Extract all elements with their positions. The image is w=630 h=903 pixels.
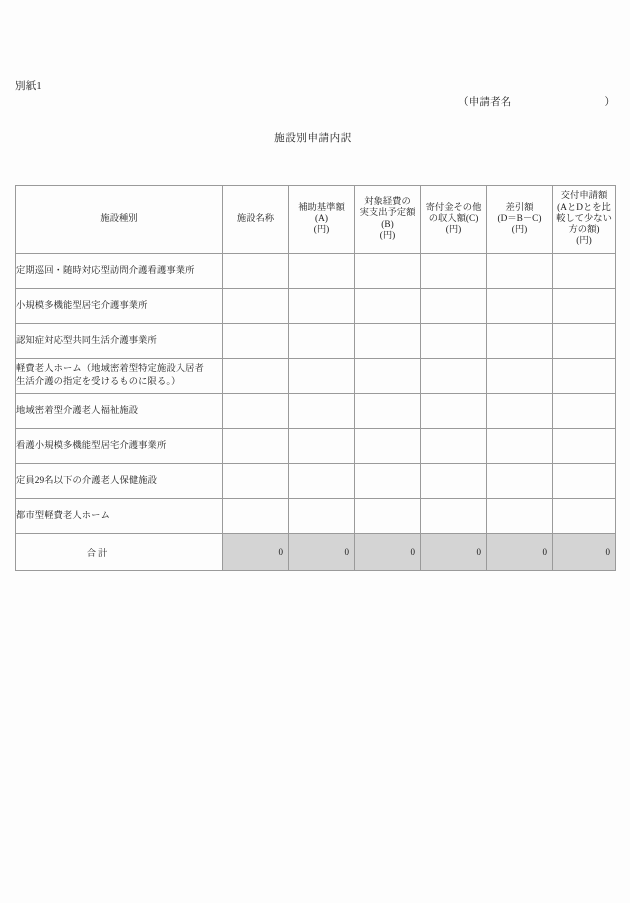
table-row [16,289,616,324]
cell-difference[interactable] [487,359,553,394]
cell-donation-income[interactable] [421,464,487,499]
cell-facility-name[interactable] [223,429,289,464]
cell-target-expense[interactable] [355,464,421,499]
facility-type-label-line: 小規模多機能型居宅介護事業所 [16,300,148,311]
facility-type-label-line: 定期巡回・随時対応型訪問介護看護事業所 [16,265,195,276]
header-line: 差引額 [505,202,534,213]
cell-grant-request[interactable] [553,394,616,429]
cell-grant-request[interactable] [553,499,616,534]
cell-grant-request[interactable] [553,254,616,289]
cell-donation-income[interactable] [421,289,487,324]
facility-type-label [16,499,223,534]
header-line: (円) [576,236,592,247]
facility-type-label [16,464,223,499]
cell-donation-income[interactable] [421,429,487,464]
total-value-cell: 0 [421,534,487,571]
table-row [16,429,616,464]
table-header [16,186,616,254]
total-value-cell: 0 [553,534,616,571]
facility-type-label-line: 定員29名以下の介護老人保健施設 [16,475,158,486]
table-row [16,464,616,499]
cell-target-expense[interactable] [355,324,421,359]
column-header-subsidy-standard [289,186,355,254]
cell-facility-name[interactable] [223,359,289,394]
column-header-facility-type [16,186,223,254]
cell-donation-income[interactable] [421,394,487,429]
header-line: 施設名称 [236,213,275,224]
header-line: (A) [315,213,328,224]
cell-target-expense[interactable] [355,359,421,394]
facility-type-label [16,324,223,359]
cell-subsidy-standard[interactable] [289,394,355,429]
facility-type-label-line: 看護小規模多機能型居宅介護事業所 [16,440,167,451]
total-value-cell: 0 [223,534,289,571]
cell-facility-name[interactable] [223,464,289,499]
table-header-row [16,186,616,254]
facility-type-label [16,289,223,324]
cell-donation-income[interactable] [421,324,487,359]
cell-grant-request[interactable] [553,429,616,464]
column-header-target-expense [355,186,421,254]
header-line: (B) [381,219,394,230]
facility-type-label-line: 認知症対応型共同生活介護事業所 [16,335,157,346]
cell-grant-request[interactable] [553,289,616,324]
facility-type-label [16,254,223,289]
table-total-row [16,534,616,571]
facility-type-label-line: 都市型軽費老人ホーム [16,510,110,521]
header-line: 方の額) [568,225,600,236]
facility-type-label [16,359,223,394]
column-header-difference [487,186,553,254]
total-value-cell: 0 [355,534,421,571]
header-line: 交付申請額 [560,191,608,202]
facility-breakdown-table [15,185,616,571]
cell-target-expense[interactable] [355,289,421,324]
table-row [16,254,616,289]
cell-grant-request[interactable] [553,464,616,499]
header-line: の収入額(C) [428,213,479,224]
table-row [16,324,616,359]
table-body [16,254,616,571]
cell-donation-income[interactable] [421,359,487,394]
column-header-donation-income [421,186,487,254]
cell-target-expense[interactable] [355,499,421,534]
table-row [16,394,616,429]
header-line: (D＝B－C) [497,213,542,224]
total-label: 合計 [16,534,223,571]
cell-subsidy-standard[interactable] [289,429,355,464]
header-line: (円) [511,225,528,236]
column-header-facility-name [223,186,289,254]
header-line: (円) [313,225,330,236]
header-line: 施設種別 [100,213,138,224]
facility-type-label-line: 地域密着型介護老人福祉施設 [16,405,139,416]
table-row [16,499,616,534]
cell-difference[interactable] [487,429,553,464]
facility-type-label [16,394,223,429]
cell-subsidy-standard[interactable] [289,254,355,289]
applicant-name-field[interactable] [458,98,615,109]
cell-facility-name[interactable] [223,499,289,534]
cell-difference[interactable] [487,499,553,534]
header-line: (AとDとを比 [557,202,611,213]
cell-difference[interactable] [487,289,553,324]
header-line: 対象経費の [364,196,411,207]
table-row [16,359,616,394]
cell-subsidy-standard[interactable] [289,359,355,394]
cell-difference[interactable] [487,324,553,359]
cell-difference[interactable] [487,464,553,499]
cell-donation-income[interactable] [421,499,487,534]
cell-difference[interactable] [487,254,553,289]
facility-type-label-line: 生活介護の指定を受けるものに限る。） [16,377,181,387]
cell-target-expense[interactable] [355,254,421,289]
cell-grant-request[interactable] [553,359,616,394]
cell-facility-name[interactable] [223,324,289,359]
cell-facility-name[interactable] [223,394,289,429]
header-line: 実支出予定額 [359,208,416,219]
cell-subsidy-standard[interactable] [289,324,355,359]
total-value-cell: 0 [289,534,355,571]
page-title [0,134,630,145]
header-line: (円) [445,225,462,236]
cell-difference[interactable] [487,394,553,429]
cell-donation-income[interactable] [421,254,487,289]
header-line: 寄付金その他 [425,202,482,213]
page-title-text: 施設別申請内訳 [274,133,352,144]
cell-facility-name[interactable] [223,289,289,324]
facility-type-label-line: 軽費老人ホーム（地域密着型特定施設入居者 [16,363,204,374]
cell-grant-request[interactable] [553,324,616,359]
header-line: (円) [379,230,396,241]
column-header-grant-request [553,186,616,254]
facility-type-label [16,429,223,464]
cell-subsidy-standard[interactable] [289,499,355,534]
cell-target-expense[interactable] [355,394,421,429]
header-line: 補助基準額 [298,202,345,213]
total-value-cell: 0 [487,534,553,571]
cell-target-expense[interactable] [355,429,421,464]
header-line: 較して少ない [556,213,612,224]
cell-facility-name[interactable] [223,254,289,289]
applicant-name-label: （申請者名 [458,97,512,108]
cell-subsidy-standard[interactable] [289,464,355,499]
attachment-label: 別紙1 [15,81,42,92]
applicant-name-close-paren: ） [604,97,615,108]
cell-subsidy-standard[interactable] [289,289,355,324]
